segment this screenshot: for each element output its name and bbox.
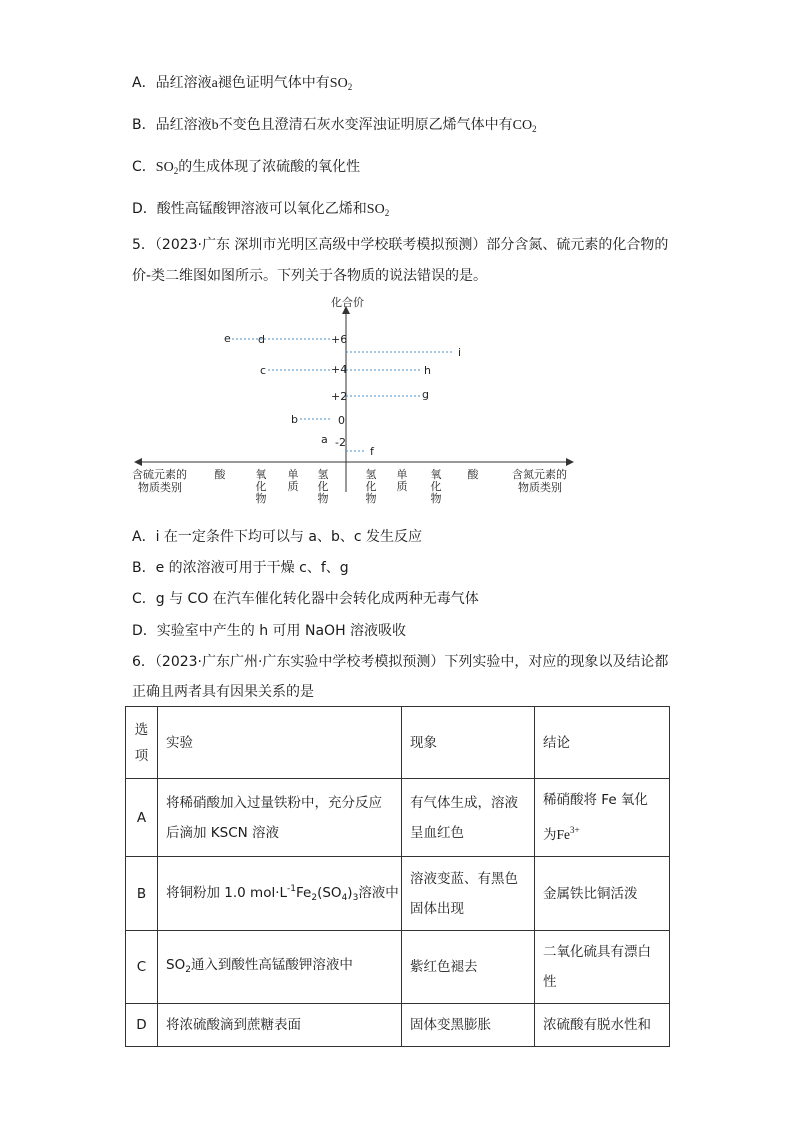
point-i: i	[458, 346, 462, 359]
row-option: C	[126, 931, 158, 1004]
x-right-category-label: 酸	[467, 468, 479, 481]
x-left-category-label: 氢化物	[317, 468, 329, 505]
option-4a	[132, 72, 352, 92]
chem-formula: $SO_2$	[155, 160, 179, 176]
row-experiment: 将铜粉加 1.0 $mol\cdot L^{-1}Fe_2(SO_4)_3$溶液中	[158, 857, 402, 931]
y-tick-label: +2	[331, 390, 348, 403]
valence-class-diagram	[128, 292, 578, 505]
option-5c: C．g 与 CO 在汽车催化转化器中会转化成两种无毒气体	[132, 591, 479, 607]
option-text: 不变色且澄清石灰水变浑浊证明原乙烯气体中有	[218, 117, 513, 133]
row-option: A	[126, 779, 158, 857]
header-phenomenon: 现象	[402, 707, 535, 779]
option-text: 褪色证明气体中有	[217, 75, 330, 91]
y-tick-label: +6	[331, 333, 348, 346]
x-right-category-label: 氧化物	[430, 468, 442, 505]
row-conclusion: 稀硝酸将 Fe 氧化为$Fe^{3+}$	[535, 779, 670, 857]
question-6-stem-line1: 6．（2023·广东广州·广东实验中学校考模拟预测）下列实验中，对应的现象以及结论都	[132, 654, 669, 670]
point-a: a	[321, 433, 328, 446]
question-6-stem-line2: 正确且两者具有因果关系的是	[132, 684, 314, 700]
x-right-category-label: 单质	[396, 468, 408, 493]
point-b: b	[291, 413, 298, 426]
question-5-stem-line1: 5．（2023·广东 深圳市光明区高级中学校联考模拟预测）部分含氮、硫元素的化合物的	[132, 237, 669, 253]
row-experiment: 将浓硫酸滴到蔗糖表面	[158, 1004, 402, 1047]
point-f: f	[370, 445, 374, 458]
y-tick-label: -2	[335, 436, 346, 449]
point-e: e	[224, 332, 231, 345]
option-5a: A．i 在一定条件下均可以与 a、b、c 发生反应	[132, 529, 422, 545]
table-row	[126, 779, 670, 857]
option-text: 的生成体现了浓硫酸的氧化性	[178, 159, 361, 175]
point-c: c	[260, 364, 267, 377]
row-experiment: 将稀硝酸加入过量铁粉中，充分反应后滴加 KSCN 溶液	[158, 779, 402, 857]
option-text: C．	[132, 159, 156, 175]
x-left-title-line2: 物质类别	[138, 481, 182, 494]
row-conclusion: 浓硫酸有脱水性和	[535, 1004, 670, 1047]
header-option: 选项	[126, 707, 158, 779]
table-row	[126, 1004, 670, 1047]
option-4c	[132, 156, 360, 176]
table-row	[126, 857, 670, 931]
row-conclusion: 二氧化硫具有漂白性	[535, 931, 670, 1004]
header-experiment: 实验	[158, 707, 402, 779]
option-4d	[132, 198, 389, 218]
header-conclusion: 结论	[535, 707, 670, 779]
table-header-row	[126, 707, 670, 779]
question-5-stem-line2: 价-类二维图如图所示。下列关于各物质的说法错误的是。	[132, 268, 488, 284]
experiment-table	[125, 706, 670, 1047]
option-5d: D．实验室中产生的 h 可用 NaOH 溶液吸收	[132, 623, 407, 639]
point-h: h	[424, 364, 431, 377]
option-text: b	[211, 118, 219, 133]
option-5b: B．e 的浓溶液可用于干燥 c、f、g	[132, 560, 349, 576]
row-phenomenon: 有气体生成，溶液呈血红色	[402, 779, 535, 857]
x-right-title-line1: 含氮元素的	[512, 468, 567, 481]
x-right-title-line2: 物质类别	[518, 481, 562, 494]
y-tick-label: +4	[331, 363, 348, 376]
row-phenomenon: 固体变黑膨胀	[402, 1004, 535, 1047]
option-text: a	[211, 76, 218, 91]
point-d: d	[258, 333, 265, 346]
row-experiment: $SO_2$通入到酸性高锰酸钾溶液中	[158, 931, 402, 1004]
x-right-category-label: 氢化物	[365, 468, 377, 505]
point-g: g	[422, 388, 429, 401]
option-4b	[132, 114, 537, 134]
option-text: D．酸性高锰酸钾溶液可以氧化乙烯和	[132, 201, 367, 217]
row-phenomenon: 溶液变蓝、有黑色固体出现	[402, 857, 535, 931]
chem-formula: $SO_2$	[329, 76, 353, 92]
row-phenomenon: 紫红色褪去	[402, 931, 535, 1004]
chem-formula: $SO_2$	[366, 202, 390, 218]
row-conclusion: 金属铁比铜活泼	[535, 857, 670, 931]
table-row	[126, 931, 670, 1004]
y-axis-title: 化合价	[331, 296, 364, 309]
chem-formula: $CO_2$	[512, 118, 537, 134]
row-option: D	[126, 1004, 158, 1047]
x-left-category-label: 单质	[287, 468, 299, 493]
y-tick-label: 0	[338, 414, 345, 427]
option-text: A．品红溶液	[132, 75, 212, 91]
row-option: B	[126, 857, 158, 931]
x-left-title-line1: 含硫元素的	[132, 468, 187, 481]
x-left-category-label: 氧化物	[255, 468, 267, 505]
option-text: B．品红溶液	[132, 117, 212, 133]
x-left-category-label: 酸	[214, 468, 226, 481]
